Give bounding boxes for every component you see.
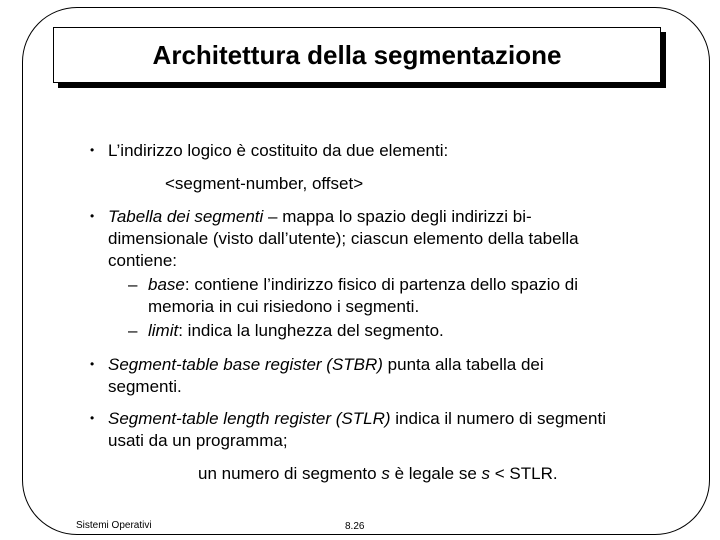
bullet-2-dot: • (90, 209, 95, 223)
bullet-4-line-2: usati da un programma; (108, 431, 288, 450)
footer-page-number: 8.26 (345, 521, 365, 532)
bullet-1-dot: • (90, 143, 95, 157)
sub-bullet-limit-term: limit (148, 321, 179, 340)
title-box (53, 27, 661, 83)
bullet-3-line-1 (108, 354, 544, 376)
slide-title: Architettura della segmentazione (152, 39, 562, 70)
bullet-2-line-2: dimensionale (visto dall’utente); ciascun elemento della tabella (108, 229, 579, 248)
bullet-2-term: Tabella dei segmenti (108, 207, 264, 226)
sub-bullet-base-dash: – (128, 275, 138, 294)
bullet-4-rest: indica il numero di segmenti (390, 409, 606, 428)
bullet-2-rest: – mappa lo spazio degli indirizzi bi- (263, 207, 532, 226)
bullet-3-dot: • (90, 357, 95, 371)
bullet-1-sub: <segment-number, offset> (165, 174, 364, 193)
sub-bullet-limit-rest: : indica la lunghezza del segmento. (178, 321, 444, 340)
bullet-4-sub-s1: s (381, 464, 390, 483)
bullet-3-line-2: segmenti. (108, 377, 182, 396)
bullet-4-dot: • (90, 411, 95, 425)
bullet-2-line-1 (108, 206, 532, 228)
sub-bullet-limit-dash: – (128, 321, 138, 340)
bullet-3-rest: punta alla tabella dei (382, 355, 544, 374)
sub-bullet-base (148, 274, 578, 296)
bullet-4-term: Segment-table length register (STLR) (108, 409, 391, 428)
bullet-4-sub-s2: s (481, 464, 491, 483)
sub-bullet-base-rest: : contiene l’indirizzo fisico di partenza dello spazio di (184, 275, 578, 294)
footer-course: Sistemi Operativi (76, 520, 152, 531)
sub-bullet-base-line-2: memoria in cui risiedono i segmenti. (148, 297, 420, 316)
sub-bullet-limit (148, 320, 444, 342)
bullet-4-sub-b: è legale se (389, 464, 482, 483)
bullet-3-term: Segment-table base register (STBR) (108, 355, 383, 374)
bullet-4-sub-c: < STLR. (490, 464, 558, 483)
bullet-4-sub (198, 463, 558, 485)
bullet-2-line-3: contiene: (108, 251, 177, 270)
bullet-1-text: L’indirizzo logico è costituito da due elementi: (108, 141, 449, 160)
sub-bullet-base-term: base (148, 275, 185, 294)
bullet-4-sub-a: un numero di segmento (198, 464, 382, 483)
bullet-4-line-1 (108, 408, 606, 430)
